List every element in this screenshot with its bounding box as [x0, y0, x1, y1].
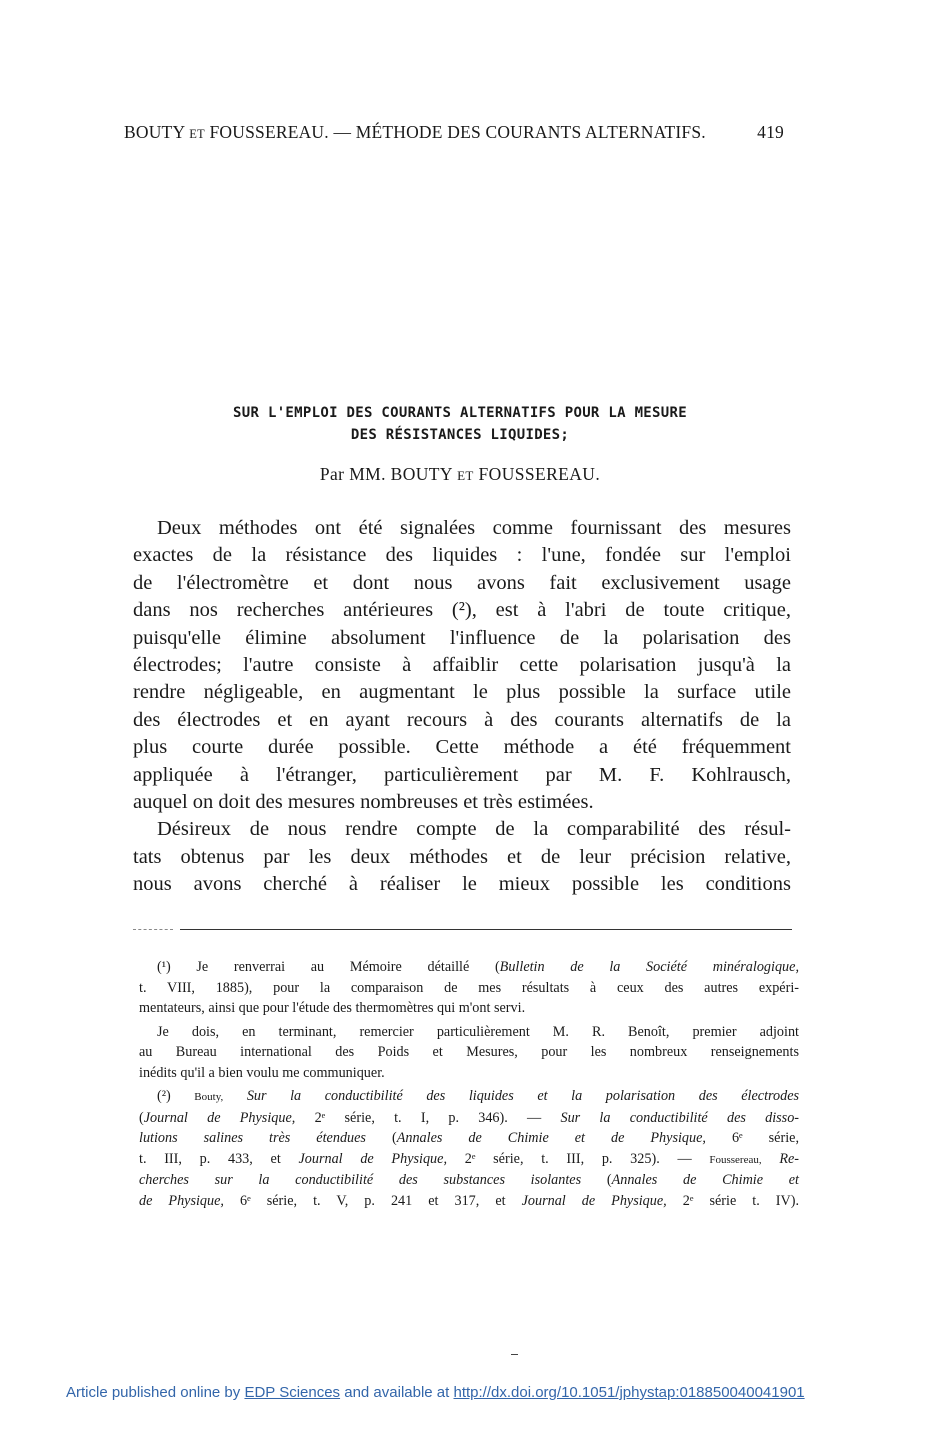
- body-line: auquel on doit des mesures nombreuses et très estimées.: [133, 791, 594, 814]
- footnotes: [139, 957, 799, 1211]
- footnote-text: t. III, p. 433, et: [139, 1150, 281, 1167]
- publisher-footer: [66, 1384, 866, 1401]
- footnote-text: 2ᵉ série, t. III, p. 325). —: [464, 1150, 692, 1167]
- footnote-italic: de Physique,: [139, 1192, 224, 1209]
- footnote-rule-short: [133, 929, 173, 930]
- footnote-text: (¹) Je renverrai au Mémoire détaillé (: [157, 959, 500, 975]
- body-line: des électrodes et en ayant recours à des courants alternatifs de la: [133, 708, 791, 731]
- body-line: rendre négligeable, en augmentant le plus possible la surface utile: [133, 681, 791, 704]
- footnote-2-line: [139, 1108, 799, 1129]
- footnote-author: Foussereau,: [709, 1153, 762, 1166]
- header-running-title: — MÉTHODE DES COURANTS ALTERNATIFS.: [333, 122, 706, 142]
- footnote-text: 6ᵉ série,: [731, 1130, 799, 1146]
- header-joiner: ET: [189, 127, 205, 141]
- publisher-prefix: Article published online by: [66, 1384, 241, 1401]
- footnote-text: (: [391, 1130, 397, 1146]
- body-line: électrodes; l'autre consiste à affaiblir cette polarisation jusqu'à la: [133, 654, 791, 677]
- footnote-1-line: [139, 957, 799, 978]
- footnote-italic: Journal de Physique,: [521, 1192, 667, 1209]
- body-line: tats obtenus par les deux méthodes et de leur précision relative,: [133, 845, 791, 868]
- footnote-2-line: [139, 1149, 799, 1171]
- body-line: puisqu'elle élimine absolument l'influence de la polarisation des: [133, 626, 791, 649]
- byline-last: FOUSSEREAU.: [478, 464, 601, 484]
- page-dash-mark: [511, 1354, 518, 1355]
- footnote-italic: Sur la conductibilité des liquides et la polarisation des électrodes: [246, 1088, 800, 1104]
- footnote-1-line: t. VIII, 1885), pour la comparaison de mes résultats à ceux des autres expéri-: [139, 979, 799, 996]
- running-header: [124, 122, 784, 143]
- footnote-italic: Bulletin de la Société minéralogique,: [499, 959, 799, 975]
- publisher-middle: and available at: [344, 1384, 450, 1401]
- footnote-2-line: [139, 1170, 799, 1191]
- footnote-marker: (²): [157, 1088, 171, 1104]
- footnote-italic: Sur la conductibilité des disso-: [560, 1109, 800, 1126]
- doi-link[interactable]: http://dx.doi.org/10.1051/jphystap:018850040041901: [453, 1384, 805, 1401]
- footnote-text: 2ᵉ série, t. I, p. 346). —: [314, 1109, 542, 1126]
- footnote-italic: Re-: [779, 1150, 800, 1167]
- footnote-italic: cherches sur la conductibilité des substances isolantes: [139, 1172, 582, 1188]
- byline: [150, 464, 770, 485]
- page-number: 419: [757, 122, 784, 142]
- header-author-1: BOUTY: [124, 122, 185, 142]
- footnote-1b-line: Je dois, en terminant, remercier particulièrement M. R. Benoît, premier adjoint: [157, 1023, 799, 1040]
- article-title-line-2: DES RÉSISTANCES LIQUIDES;: [350, 427, 570, 443]
- footnote-italic: Annales de Chimie et de Physique,: [396, 1130, 706, 1146]
- body-line: Deux méthodes ont été signalées comme fournissant des mesures: [157, 517, 791, 539]
- byline-par: Par: [319, 464, 345, 484]
- footnote-author: Bouty,: [194, 1091, 224, 1103]
- body-line: exactes de la résistance des liquides : l'une, fondée sur l'emploi: [133, 544, 791, 567]
- body-line: appliquée à l'étranger, particulièrement par M. F. Kohlrausch,: [133, 763, 791, 786]
- body-line: plus courte durée possible. Cette méthode a été fréquemment: [133, 736, 791, 759]
- body-line: dans nos recherches antérieures (²), est à l'abri de toute critique,: [133, 599, 791, 622]
- footnote-2-line: [139, 1191, 799, 1212]
- footnote-italic: lutions salines très étendues: [139, 1130, 366, 1146]
- footnote-italic: Journal de Physique,: [298, 1150, 447, 1167]
- byline-names: MM. BOUTY: [349, 464, 453, 484]
- footnote-2-line: [139, 1086, 799, 1108]
- body-line: Désireux de nous rendre compte de la comparabilité des résul-: [157, 818, 791, 841]
- header-author-2: FOUSSEREAU.: [209, 122, 329, 142]
- body-text: [133, 515, 791, 899]
- edp-sciences-link[interactable]: EDP Sciences: [244, 1384, 341, 1401]
- footnote-text: (: [606, 1172, 612, 1188]
- body-line: nous avons cherché à réaliser le mieux possible les conditions: [133, 873, 791, 896]
- footnote-1-line: mentateurs, ainsi que pour l'étude des thermomètres qui m'ont servi.: [139, 1000, 526, 1016]
- article-title-line-1: SUR L'EMPLOI DES COURANTS ALTERNATIFS POUR LA MESURE: [233, 405, 687, 421]
- footnote-text: 6ᵉ série, t. V, p. 241 et 317, et: [239, 1192, 506, 1209]
- footnote-italic: Annales de Chimie et: [611, 1172, 799, 1188]
- footnote-text: 2ᵉ série t. IV).: [682, 1192, 800, 1209]
- footnote-2-line: [139, 1128, 799, 1149]
- body-line: de l'électromètre et dont nous avons fait exclusivement usage: [133, 571, 791, 594]
- footnote-italic: Journal de Physique,: [143, 1109, 296, 1126]
- footnote-text: (: [139, 1109, 144, 1126]
- footnote-rule: [180, 929, 792, 930]
- article-title: [150, 402, 770, 446]
- footnote-1b-line: au Bureau international des Poids et Mesures, pour les nombreux renseignements: [139, 1044, 799, 1060]
- footnote-1b-line: inédits qu'il a bien voulu me communiquer.: [139, 1064, 385, 1081]
- byline-et: ET: [457, 468, 474, 483]
